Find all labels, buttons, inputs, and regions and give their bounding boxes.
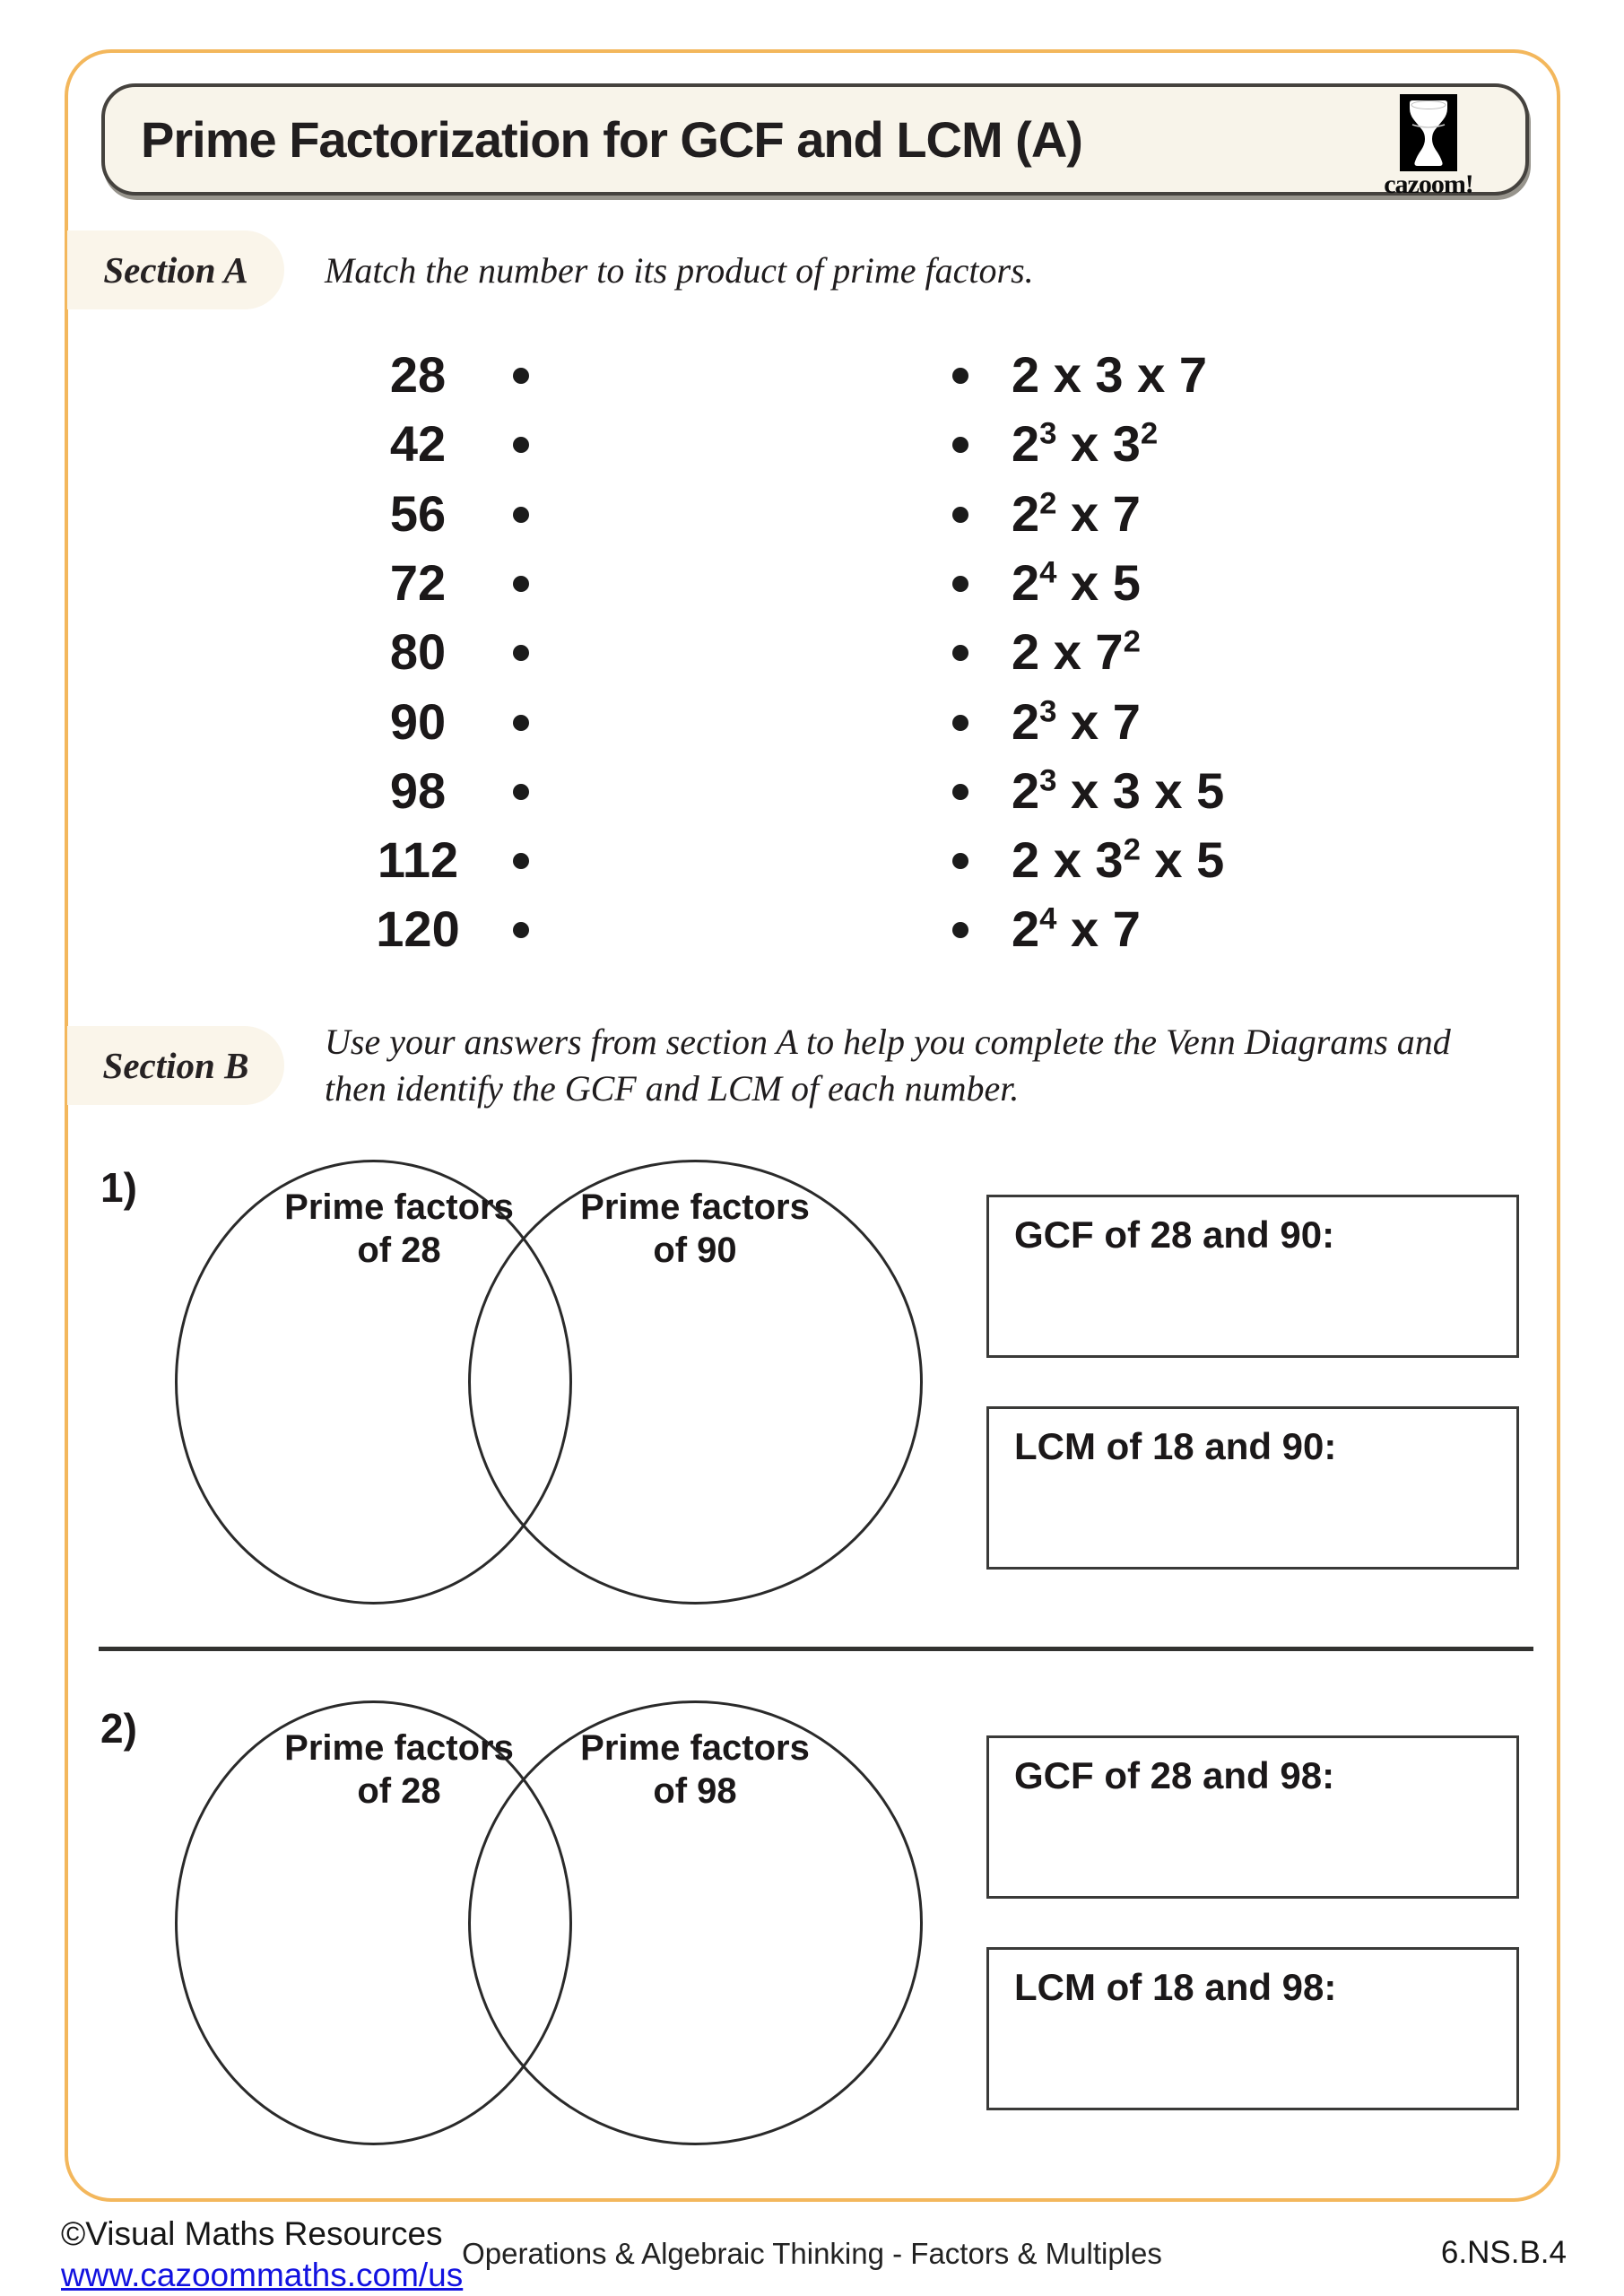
section-divider (99, 1647, 1533, 1651)
match-product: $2^3$ x 7 (1012, 693, 1141, 750)
match-row (359, 348, 1255, 402)
venn-left-label (269, 1726, 529, 1813)
match-dot-left (513, 437, 529, 453)
lcm-answer-box[interactable] (986, 1947, 1519, 2110)
venn-right-label (565, 1726, 825, 1813)
match-dot-left (513, 853, 529, 869)
match-number: 120 (376, 900, 460, 957)
section-b-instruction (325, 1019, 1526, 1112)
venn-left-label-line1: Prime factors (284, 1728, 514, 1768)
lcm-answer-box[interactable] (986, 1406, 1519, 1570)
match-dot-left (513, 784, 529, 800)
venn-right-label-line1: Prime factors (580, 1728, 810, 1768)
venn-problem (0, 1700, 1624, 2167)
drum-icon (1400, 94, 1457, 171)
match-row (359, 695, 1255, 749)
match-row (359, 625, 1255, 679)
match-number: 98 (389, 762, 447, 819)
match-dot-right (952, 576, 968, 592)
match-dot-left (513, 507, 529, 523)
match-dot-right (952, 645, 968, 661)
match-dot-left (513, 645, 529, 661)
match-dot-right (952, 853, 968, 869)
gcf-answer-box[interactable] (986, 1735, 1519, 1899)
problem-number: 2) (100, 1705, 137, 1752)
match-product: $2^3$ x 3 x 5 (1012, 762, 1225, 819)
match-product: 2 x 3 x 7 (1012, 346, 1207, 403)
venn-right-label (565, 1186, 825, 1272)
lcm-label: LCM of 18 and 90: (1014, 1425, 1337, 1467)
venn-left-label (269, 1186, 529, 1272)
match-dot-right (952, 507, 968, 523)
lcm-label: LCM of 18 and 98: (1014, 1966, 1337, 2008)
match-product: 2 x $7^2$ (1012, 623, 1141, 680)
match-product: 2 x $3^2$ x 5 (1012, 831, 1225, 888)
match-row (359, 556, 1255, 610)
match-dot-right (952, 784, 968, 800)
match-dot-left (513, 368, 529, 384)
match-number: 72 (389, 554, 447, 611)
match-product: $2^4$ x 5 (1012, 554, 1141, 611)
match-product: $2^2$ x 7 (1012, 485, 1141, 542)
match-dot-right (952, 368, 968, 384)
match-number: 112 (377, 831, 459, 888)
match-row (359, 902, 1255, 956)
match-row (359, 417, 1255, 471)
venn-problem (0, 1160, 1624, 1626)
venn-right-label-line2: of 90 (653, 1231, 737, 1270)
section-b-instruction-line1: Use your answers from section A to help you complete the Venn Diagrams and (325, 1022, 1451, 1062)
gcf-label: GCF of 28 and 90: (1014, 1213, 1335, 1256)
gcf-answer-box[interactable] (986, 1195, 1519, 1358)
match-dot-left (513, 715, 529, 731)
match-product: $2^4$ x 7 (1012, 900, 1141, 957)
match-product: $2^3$ x $3^2$ (1012, 415, 1159, 472)
match-number: 42 (389, 415, 447, 472)
match-number: 56 (389, 485, 447, 542)
cazoom-logo (1366, 94, 1491, 200)
footer-category: Operations & Algebraic Thinking - Factors & Multiples (462, 2237, 1162, 2270)
footer-standard: 6.NS.B.4 (1440, 2235, 1567, 2270)
footer-link[interactable]: www.cazoommaths.com/us (61, 2257, 464, 2293)
page-title: Prime Factorization for GCF and LCM (A) (141, 111, 1082, 168)
gcf-label: GCF of 28 and 98: (1014, 1754, 1335, 1796)
match-number: 80 (389, 623, 447, 680)
match-number: 90 (389, 693, 447, 750)
match-dot-right (952, 922, 968, 938)
match-number: 28 (389, 346, 447, 403)
venn-right-label-line2: of 98 (653, 1771, 737, 1811)
match-row (359, 764, 1255, 818)
section-a-instruction: Match the number to its product of prime factors. (325, 250, 1034, 291)
match-dot-left (513, 576, 529, 592)
match-list (359, 348, 1255, 976)
section-b-instruction-line2: then identify the GCF and LCM of each number. (325, 1068, 1020, 1109)
match-dot-left (513, 922, 529, 938)
footer-copyright: ©Visual Maths Resources (61, 2215, 443, 2252)
venn-left-label-line1: Prime factors (284, 1187, 514, 1227)
match-dot-right (952, 715, 968, 731)
match-dot-right (952, 437, 968, 453)
match-row (359, 487, 1255, 541)
venn-right-label-line1: Prime factors (580, 1187, 810, 1227)
match-row (359, 833, 1255, 887)
venn-left-label-line2: of 28 (357, 1231, 441, 1270)
section-a-label: Section A (67, 230, 284, 309)
title-box (101, 83, 1529, 199)
logo-wordmark: cazoom! (1384, 170, 1473, 199)
venn-left-label-line2: of 28 (357, 1771, 441, 1811)
problem-number: 1) (100, 1164, 137, 1211)
section-b-label: Section B (67, 1026, 284, 1105)
